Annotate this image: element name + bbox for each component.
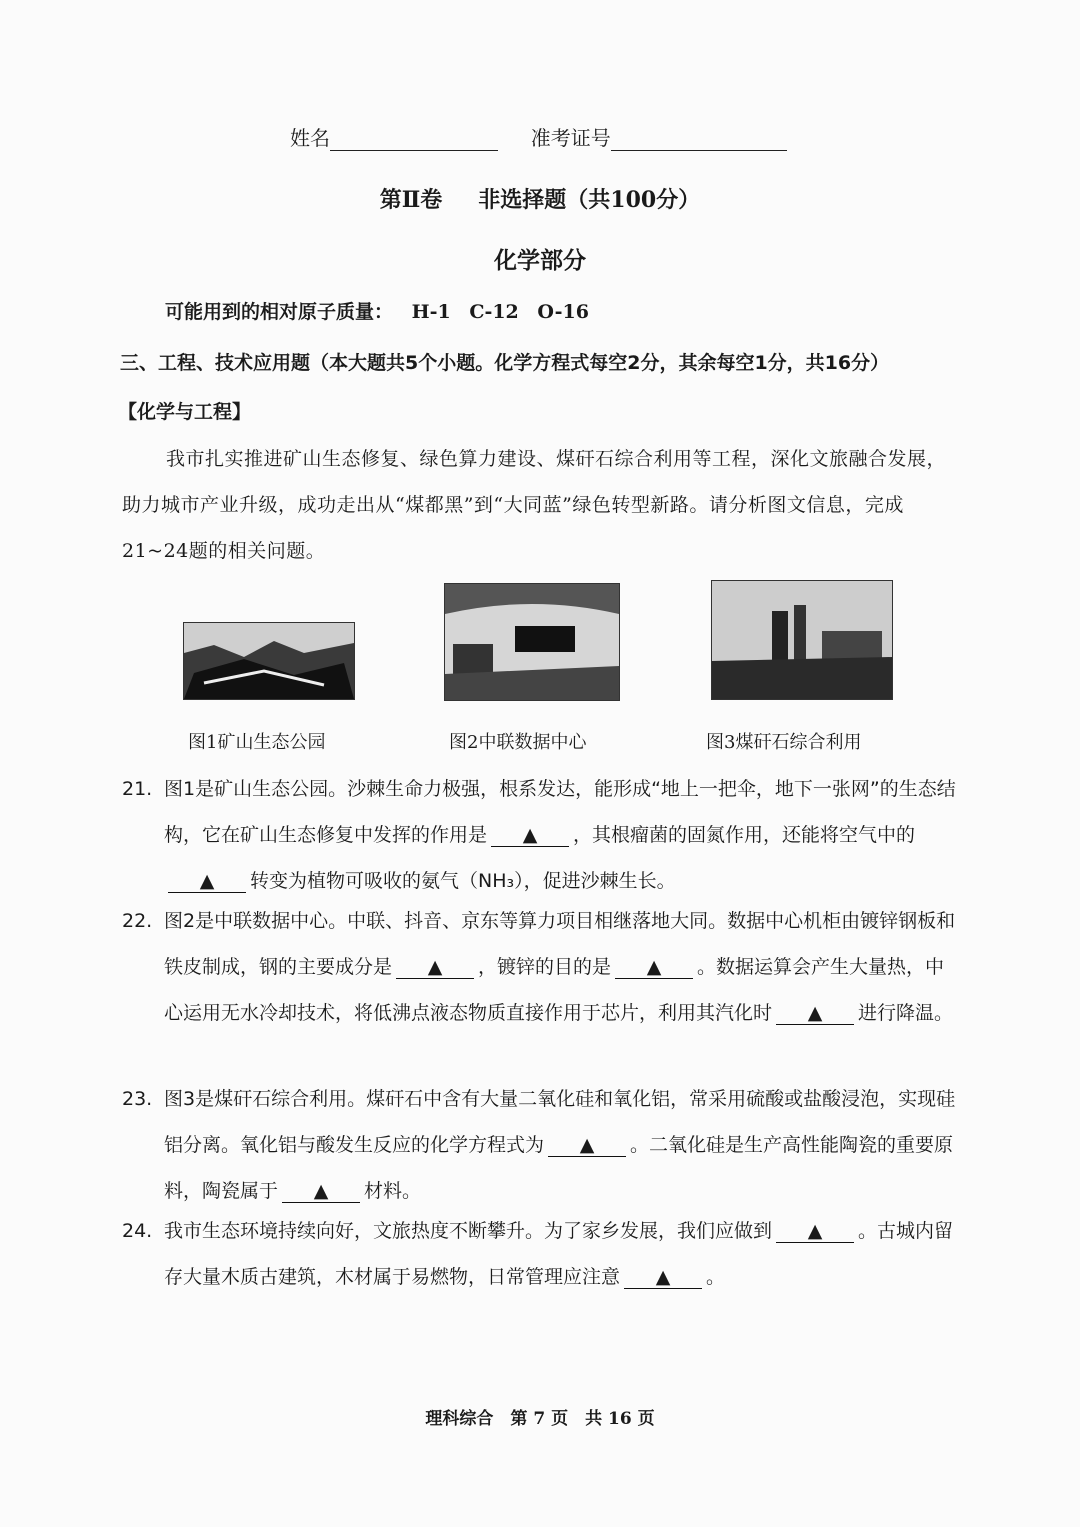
mine-park-illustration — [184, 623, 354, 699]
question-number: 23. — [122, 1088, 153, 1110]
intro-paragraph: 我市扎实推进矿山生态修复、绿色算力建设、煤矸石综合利用等工程，深化文旅融合发展，助力城市产业升级，成功走出从“煤都黑”到“大同蓝”绿色转型新路。请分析图文信息，完成21~24题的相关问题。 — [122, 448, 947, 562]
data-center-illustration — [445, 584, 619, 700]
atomic-mass-h: H-1 — [411, 301, 451, 323]
question-text: 。数据运算会产生大量热，中心运用无水冷却技术，将低沸点液态物质直接作用于芯片，利用其汽化时 — [164, 956, 945, 1024]
question-text: ，其根瘤菌的固氮作用，还能将空气中的 — [573, 824, 916, 846]
answer-blank[interactable]: ▲ — [168, 870, 246, 893]
figure-3-caption: 图3煤矸石综合利用 — [706, 732, 862, 753]
question-section-heading: 三、工程、技术应用题（本大题共5个小题。化学方程式每空2分，其余每空1分，共16分） — [120, 352, 890, 374]
question-text: 图2是中联数据中心。中联、抖音、京东等算力项目相继落地大同。数据中心机柜由镀锌钢板和铁皮制成，钢的主要成分是 — [164, 910, 956, 978]
name-label: 姓名 — [290, 126, 330, 150]
question-23 — [122, 1076, 958, 1214]
name-field[interactable] — [330, 132, 498, 151]
question-number: 21. — [122, 778, 153, 800]
page-footer: 理科综合 第 7 页 共 16 页 — [425, 1409, 655, 1429]
question-text: 转变为植物可吸收的氨气（NH₃），促进沙棘生长。 — [250, 870, 676, 892]
answer-blank[interactable]: ▲ — [624, 1266, 702, 1289]
answer-blank[interactable]: ▲ — [776, 1002, 854, 1025]
volume-label: 第Ⅱ卷 — [379, 187, 443, 213]
part-title: 化学部分 — [494, 247, 586, 274]
figure-2-caption: 图2中联数据中心 — [449, 732, 587, 753]
answer-blank[interactable]: ▲ — [776, 1220, 854, 1243]
answer-blank[interactable]: ▲ — [282, 1180, 360, 1203]
section-title — [0, 183, 1080, 214]
question-text: 进行降温。 — [858, 1002, 954, 1024]
atomic-mass-label: 可能用到的相对原子质量： — [165, 301, 394, 323]
figure-1-image — [183, 622, 355, 700]
question-text: 。二氧化硅是生产高性能陶瓷的重要原料，陶瓷属于 — [164, 1134, 954, 1202]
question-text: 图3是煤矸石综合利用。煤矸石中含有大量二氧化硅和氧化铝，常采用硫酸或盐酸浸泡，实现硅铝分离。氧化铝与酸发生反应的化学方程式为 — [164, 1088, 956, 1156]
answer-blank[interactable]: ▲ — [491, 824, 569, 847]
question-text: 图1是矿山生态公园。沙棘生命力极强，根系发达，能形成“地上一把伞，地下一张网”的生态结构，它在矿山生态修复中发挥的作用是 — [164, 778, 956, 846]
question-text: ，镀锌的目的是 — [478, 956, 612, 978]
atomic-mass-line — [165, 297, 601, 324]
exam-id-field[interactable] — [611, 132, 787, 151]
answer-blank[interactable]: ▲ — [615, 956, 693, 979]
answer-blank[interactable]: ▲ — [396, 956, 474, 979]
atomic-mass-o: O-16 — [537, 301, 589, 323]
candidate-header — [290, 122, 787, 151]
question-24 — [122, 1208, 958, 1300]
subheading: 【化学与工程】 — [118, 401, 252, 423]
exam-id-label: 准考证号 — [530, 126, 611, 150]
figure-2-image — [444, 583, 620, 701]
question-text: 。 — [706, 1266, 726, 1288]
atomic-mass-c: C-12 — [469, 301, 519, 323]
answer-blank[interactable]: ▲ — [548, 1134, 626, 1157]
question-text: 材料。 — [364, 1180, 422, 1202]
figure-1-caption: 图1矿山生态公园 — [188, 732, 326, 753]
figure-3-image — [711, 580, 893, 700]
coal-gangue-plant-illustration — [712, 581, 892, 699]
question-text: 。古城内留存大量木质古建筑，木材属于易燃物，日常管理应注意 — [164, 1220, 954, 1288]
question-number: 22. — [122, 910, 153, 932]
section-title-text: 非选择题（共100分） — [478, 187, 701, 213]
question-text: 我市生态环境持续向好，文旅热度不断攀升。为了家乡发展，我们应做到 — [164, 1220, 773, 1242]
question-22 — [122, 898, 958, 1036]
question-number: 24. — [122, 1220, 153, 1242]
question-21 — [122, 766, 958, 904]
